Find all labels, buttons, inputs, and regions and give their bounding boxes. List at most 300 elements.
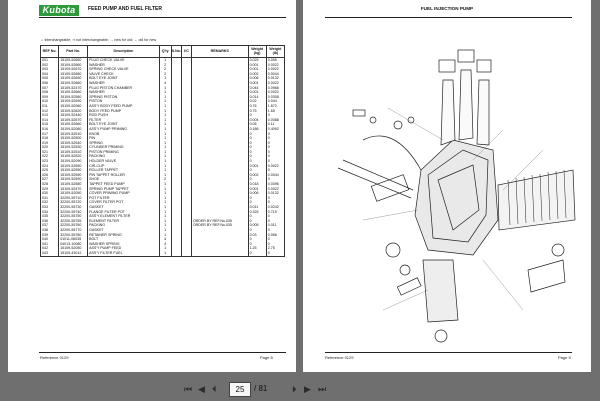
table-cell: 021 [41,150,59,155]
table-cell: 1 [159,233,171,238]
table-cell: 036 [41,219,59,224]
table-cell: 007 [41,86,59,91]
table-cell: FILTER [88,118,160,123]
table-cell: 32200-55710 [59,196,88,201]
table-cell: SPRING CHECK VALVE [88,67,160,72]
table-cell: POT FILTER [88,196,160,201]
next-view-icon[interactable]: ⏵ [292,384,297,394]
table-cell: 15109-52680 [59,72,88,77]
table-cell: 027 [41,177,59,182]
table-cell: 003 [41,67,59,72]
table-cell: 1 [159,132,171,137]
table-cell: 013 [41,113,59,118]
column-header: Q'ty [159,46,171,58]
table-cell: 0 [248,154,266,159]
table-cell: 15109-52590 [59,99,88,104]
table-cell: 0.001 [248,187,266,192]
last-page-icon[interactable]: ⏭ [318,384,327,394]
table-cell: HOLDER VALVE [88,159,160,164]
table-cell: 1 [159,228,171,233]
table-cell: 1 [159,99,171,104]
table-cell: WASHER SPRING [88,242,160,247]
table-cell: 1 [159,145,171,150]
footer-page-number: Page 9 [558,355,571,360]
column-header: Part No. [59,46,88,58]
table-cell: PACKING [88,223,160,228]
table-cell: ORDER BY REF.No.035 [191,219,248,224]
table-cell: 1 [159,76,171,81]
table-cell: 002 [41,63,59,68]
table-cell: 15109-52590 [59,173,88,178]
table-cell: 0.0022 [266,67,284,72]
column-header: I/C [182,46,192,58]
table-cell: 15109-52620 [59,109,88,114]
table-cell: SPRING [88,141,160,146]
header-rule [325,17,572,18]
table-cell: 017 [41,132,59,137]
table-cell: 15109-52060 [59,104,88,109]
table-cell: 0.055 [266,58,284,63]
table-cell: 028 [41,182,59,187]
table-cell: 0.0132 [266,76,284,81]
previous-page-icon[interactable]: ◀ [198,384,205,394]
table-cell: 016 [41,127,59,132]
table-cell: 32200-55740 [59,210,88,215]
table-cell: 024 [41,164,59,169]
table-cell: 0.186 [248,127,266,132]
table-cell: 15109-52520 [59,154,88,159]
page-title: FUEL INJECTION PUMP [420,6,474,11]
table-cell: 0 [266,214,284,219]
table-cell: 1 [159,246,171,251]
table-cell: PIN [88,136,160,141]
table-cell: 0.001 [248,67,266,72]
interchangeability-legend: ⇔ interchangeable; ⇒ not interchangeable; → new for old; ← old for new [40,38,157,42]
table-cell: 0.03 [248,233,266,238]
table-cell: 1 [159,210,171,215]
table-cell: PACKING [88,154,160,159]
table-cell: 006 [41,81,59,86]
table-cell: 010 [41,99,59,104]
table-cell: 041 [41,242,59,247]
table-cell: 1 [159,86,171,91]
table-cell: 0 [266,141,284,146]
table-cell: 4 [159,237,171,242]
table-cell: 0 [248,136,266,141]
page-title: FEED PUMP AND FUEL FILTER [88,6,162,12]
table-cell: 15109-52050 [59,191,88,196]
table-cell: 15109-52500 [59,136,88,141]
table-cell: 004 [41,72,59,77]
exploded-parts-diagram [303,20,591,350]
table-cell: 031 [41,196,59,201]
table-cell: 0.0044 [266,173,284,178]
table-cell: SHOE [88,177,160,182]
column-header: Description [88,46,160,58]
table-cell: ROLLER TAPPET [88,168,160,173]
next-page-icon[interactable]: ▶ [304,384,311,394]
table-cell: 005 [41,76,59,81]
table-cell: 0 [266,200,284,205]
table-cell: 15109-52440 [59,113,88,118]
column-header: REF No. [41,46,59,58]
table-cell: 037 [41,223,59,228]
table-cell: 0.0022 [266,63,284,68]
footer-rule [39,352,286,353]
column-header: S.No. [171,46,182,58]
table-cell: BODY FEED PUMP [88,109,160,114]
table-cell: 15109-52670 [59,67,88,72]
table-cell: 011 [41,104,59,109]
table-cell: 0.044 [266,99,284,104]
table-cell: 15109-52580 [59,95,88,100]
previous-view-icon[interactable]: ⏴ [212,384,217,394]
right-document-page [303,0,591,372]
table-cell: 040 [41,237,59,242]
table-cell: 0.014 [248,95,266,100]
page-count: / 81 [254,384,268,393]
table-cell: 15109-52510 [59,132,88,137]
table-cell: 2.75 [266,246,284,251]
table-cell: 0 [266,242,284,247]
footer-reference: Reference 0129 [325,355,354,360]
header-rule [39,17,286,18]
table-cell: 0.002 [248,173,266,178]
table-cell: 015 [41,122,59,127]
table-cell: 038 [41,228,59,233]
table-cell: 15109-52080 [59,127,88,132]
table-cell: 1 [159,191,171,196]
table-cell: 0 [266,136,284,141]
table-cell: 15109-52690 [59,76,88,81]
table-cell: 15109-52540 [59,141,88,146]
table-cell: 15109-52510 [59,150,88,155]
table-cell: GASKET [88,205,160,210]
table-cell: 15109-52530 [59,145,88,150]
table-cell: 0.006 [248,191,266,196]
table-cell: 0 [266,150,284,155]
table-cell: 1 [159,205,171,210]
table-cell: 15109-52470 [59,187,88,192]
table-cell: 1 [159,251,171,256]
table-cell: 0 [248,219,266,224]
table-cell: BOLT EYE JOINT [88,122,160,127]
table-cell: 018 [41,136,59,141]
table-cell: 1 [159,219,171,224]
table-cell: 0.715 [266,210,284,215]
table-cell: 1 [159,164,171,169]
table-cell: 026 [41,173,59,178]
table-cell: 0.02 [248,99,266,104]
table-cell: 043 [41,251,59,256]
table-cell: 0 [248,141,266,146]
table-cell: 0.0308 [266,95,284,100]
table-cell: 0 [248,159,266,164]
parts-table-body [41,58,285,257]
table-cell: 15109-52660 [59,90,88,95]
table-cell: COVER FILTER POT [88,200,160,205]
table-cell: 0 [266,251,284,256]
table-cell: SPRING PISTON [88,95,160,100]
table-cell: 4 [159,81,171,86]
table-cell: ASS'Y BODY FEED PUMP [88,104,160,109]
table-cell: 0 [266,177,284,182]
table-cell: 0 [248,168,266,173]
table-cell: 033 [41,205,59,210]
table-cell: 0 [266,154,284,159]
table-cell: WASHER [88,63,160,68]
table-cell: CIR-CLIP [88,164,160,169]
table-cell: ELEMENT FILTER [88,219,160,224]
table-cell: 1 [159,104,171,109]
table-cell: 0.0022 [266,187,284,192]
table-cell: 32200-55770 [59,228,88,233]
table-cell: 0.0968 [266,86,284,91]
table-cell: 0 [248,113,266,118]
table-cell: 0 [248,251,266,256]
table-cell: 1 [159,173,171,178]
table-cell: 2 [159,67,171,72]
table-cell: 1 [159,127,171,132]
table-cell: 025 [41,168,59,173]
footer-rule [325,352,572,353]
table-cell: 0 [248,145,266,150]
table-cell: 15109-43012 [59,251,88,256]
table-cell: 009 [41,95,59,100]
column-header: Weight (kg) [248,46,266,58]
table-cell: 15109-52660 [59,81,88,86]
table-cell: 1 [159,118,171,123]
table-cell: 008 [41,90,59,95]
table-cell: PIN TAPPET ROLLER [88,173,160,178]
table-cell: 034 [41,210,59,215]
table-cell: TAPPET FEED PUMP [88,182,160,187]
table-cell: 0.018 [248,182,266,187]
column-header: REMARKS [191,46,248,58]
table-cell: 4 [159,242,171,247]
table-cell: 0.001 [248,90,266,95]
table-cell: 0.0022 [266,164,284,169]
table-cell: 019 [41,141,59,146]
table-cell: 1 [159,168,171,173]
table-cell: 0 [248,150,266,155]
table-cell: COVER PRIMING PUMP [88,191,160,196]
table-cell: VALVE CHECK [88,72,160,77]
parts-table [40,45,285,257]
table-cell: PISTON PRIMING [88,150,160,155]
table-cell: PISTON [88,99,160,104]
table-cell: 0 [248,196,266,201]
table-cell: 0.0396 [266,182,284,187]
table-cell: 15109-52590 [59,177,88,182]
table-cell: 1 [159,159,171,164]
table-cell: 0.11 [266,122,284,127]
table-cell: 1.25 [248,246,266,251]
table-cell: ASS'Y PUMP FEED [88,246,160,251]
table-cell: 1 [159,109,171,114]
table-cell: BOLT [88,237,160,242]
table-cell: 0 [266,219,284,224]
table-cell: 012 [41,109,59,114]
table-cell: BOLT EYE JOINT [88,76,160,81]
table-cell: 039 [41,233,59,238]
table-cell: 0.001 [248,63,266,68]
table-cell: 1 [159,122,171,127]
table-cell: ORDER BY REF.No.035 [191,223,248,228]
table-cell: ASS'Y ELEMENT FILTER [88,214,160,219]
table-cell: 0 [266,196,284,201]
table-cell: 15109-52470 [59,86,88,91]
table-cell: 15109-52550 [59,168,88,173]
table-cell: 2 [159,177,171,182]
table-cell: 0.0132 [266,191,284,196]
table-cell: 1.672 [266,104,284,109]
table-cell: 1 [159,182,171,187]
table-row [41,251,285,256]
left-document-page [8,0,296,372]
table-cell: 15109-52090 [59,159,88,164]
table-cell: 029 [41,187,59,192]
table-cell: 1.65 [266,109,284,114]
table-cell: 1 [159,154,171,159]
table-cell: 2 [159,63,171,68]
table-cell: 1 [159,196,171,201]
table-cell: GASKET [88,228,160,233]
table-cell: 15109-52050 [59,246,88,251]
kubota-logo: Kubota [39,5,79,16]
table-cell: 0.044 [248,86,266,91]
table-cell: 0.001 [248,81,266,86]
table-cell: 15109-52550 [59,164,88,169]
table-cell: 0 [266,159,284,164]
column-header: Weight (lb) [266,46,284,58]
table-cell: CYLINDER PRIMING [88,145,160,150]
table-cell: 1 [159,200,171,205]
table-cell: 1 [159,150,171,155]
table-cell: 0.001 [248,164,266,169]
table-cell: 1 [159,214,171,219]
table-cell: 0.4092 [266,127,284,132]
table-cell: KNOB [88,132,160,137]
table-cell: 0.0242 [266,205,284,210]
table-cell: 32200-55750 [59,214,88,219]
table-cell: 15109-52650 [59,58,88,63]
table-cell: 0.0022 [266,90,284,95]
table-cell: 030 [41,191,59,196]
table-cell: 0.011 [248,205,266,210]
table-cell: 0 [248,200,266,205]
table-cell: ROD PUSH [88,113,160,118]
table-header-row [41,46,285,58]
footer-reference: Reference 0129 [40,355,69,360]
table-cell: 0.0088 [266,118,284,123]
table-cell: 15109-52660 [59,122,88,127]
table-cell: 32200-55730 [59,205,88,210]
table-cell: 001 [41,58,59,63]
table-cell: 0.004 [248,118,266,123]
table-cell [191,251,248,256]
table-cell: 0 [248,237,266,242]
table-cell: 1 [159,187,171,192]
page-number-input[interactable]: 25 [229,382,251,397]
table-cell: 0.011 [266,223,284,228]
pdf-navigation-toolbar [0,378,600,401]
table-cell: 023 [41,159,59,164]
table-cell: 01011-06035 [59,237,88,242]
table-cell: 1 [159,223,171,228]
table-cell: WASHER [88,81,160,86]
table-cell: 0.05 [248,122,266,127]
table-cell: 1 [159,113,171,118]
table-cell: 0 [248,228,266,233]
table-cell: PLUG PISTON CHAMBER [88,86,160,91]
table-cell: 0.005 [248,223,266,228]
table-cell: 0.0022 [266,81,284,86]
table-cell: 0.325 [248,210,266,215]
table-cell: 15109-52660 [59,63,88,68]
table-cell: 020 [41,145,59,150]
table-cell: 0.0044 [266,72,284,77]
table-cell: 0 [248,242,266,247]
table-cell: 1 [159,136,171,141]
table-cell: 0 [266,145,284,150]
table-cell: 32200-55780 [59,233,88,238]
table-cell: 1 [159,58,171,63]
table-cell: SPRING PUMP TAPPET [88,187,160,192]
table-cell: 0 [248,132,266,137]
table-cell: 0.75 [248,109,266,114]
table-cell: PLUG CHECK VALVE [88,58,160,63]
table-cell: 022 [41,154,59,159]
table-cell: 32200-55755 [59,219,88,224]
table-cell: 1 [159,90,171,95]
table-cell: 0.025 [248,58,266,63]
table-cell: 0 [248,177,266,182]
table-cell [171,251,182,256]
table-cell: FLANGE FILTER POT [88,210,160,215]
table-cell: 32200-55760 [59,223,88,228]
table-cell: 15109-52580 [59,182,88,187]
table-cell: 0 [266,132,284,137]
table-cell [182,251,192,256]
table-cell: 0.006 [248,76,266,81]
table-cell: 1 [159,95,171,100]
table-cell: ASS'Y PUMP PRIMING [88,127,160,132]
table-cell: 0 [248,214,266,219]
table-cell: 32200-55720 [59,200,88,205]
table-cell: ASS'Y FILTER FUEL [88,251,160,256]
first-page-icon[interactable]: ⏮ [184,384,193,394]
table-cell: 04013-10080 [59,242,88,247]
table-cell: 014 [41,118,59,123]
table-cell: 042 [41,246,59,251]
table-cell: 1 [159,141,171,146]
table-cell: 0.002 [248,72,266,77]
table-cell: 035 [41,214,59,219]
table-cell: 0 [266,228,284,233]
table-cell: 0 [266,113,284,118]
table-cell: RETAINER SPRING [88,233,160,238]
table-cell: 0 [266,168,284,173]
table-cell: 032 [41,200,59,205]
table-cell: 0.066 [266,233,284,238]
footer-page-number: Page 8 [260,355,273,360]
table-cell: WASHER [88,90,160,95]
table-cell: 0 [266,237,284,242]
table-cell: 0.76 [248,104,266,109]
table-cell: 2 [159,72,171,77]
table-cell: 15109-52670 [59,118,88,123]
